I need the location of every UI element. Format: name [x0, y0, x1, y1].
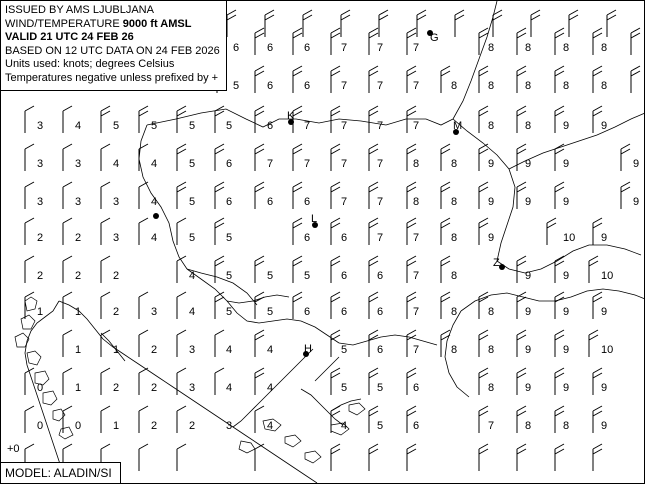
temperature-value: 5: [226, 120, 233, 132]
temperature-value: 7: [377, 120, 384, 132]
temperature-value: 9: [601, 232, 608, 244]
temperature-value: 6: [413, 420, 420, 432]
temperature-value: 4: [151, 196, 158, 208]
temperature-value: 7: [413, 42, 420, 54]
temperature-value: 4: [267, 344, 274, 356]
temperature-value: 8: [601, 80, 608, 92]
temperature-value: 5: [267, 270, 274, 282]
temperature-value: 0: [37, 382, 44, 394]
station-label: K: [287, 110, 295, 122]
temperature-value: 7: [377, 158, 384, 170]
temperature-value: 8: [488, 382, 495, 394]
temperature-value: 6: [267, 80, 274, 92]
temperature-value: 10: [563, 232, 576, 244]
temperature-value: 7: [341, 120, 348, 132]
temperature-value: 2: [189, 420, 196, 432]
legend-box: [1, 1, 227, 91]
temperature-value: 9: [601, 382, 608, 394]
temperature-value: 2: [37, 270, 44, 282]
temperature-value: 2: [151, 420, 158, 432]
temperature-value: 6: [377, 344, 384, 356]
station-label: M: [453, 120, 463, 132]
temperature-value: 6: [267, 196, 274, 208]
temperature-value: 6: [304, 42, 311, 54]
temperature-value: 9: [601, 420, 608, 432]
temperature-value: 8: [451, 80, 458, 92]
temperature-value: 4: [151, 158, 158, 170]
temperature-value: 4: [189, 306, 196, 318]
corner-value-bottom-left: +0: [7, 443, 20, 455]
station-label: H: [304, 343, 312, 355]
legend-valid: VALID 21 UTC 24 FEB 26: [5, 31, 134, 44]
temperature-value: 1: [75, 306, 82, 318]
temperature-value: 5: [233, 80, 240, 92]
temperature-value: 6: [341, 232, 348, 244]
temperature-value: 9: [525, 196, 532, 208]
temperature-value: 5: [341, 344, 348, 356]
temperature-value: 5: [189, 158, 196, 170]
temperature-value: 5: [226, 306, 233, 318]
temperature-value: 9: [563, 306, 570, 318]
temperature-value: 2: [75, 270, 82, 282]
temperature-value: 4: [151, 232, 158, 244]
temperature-value: 9: [633, 196, 640, 208]
temperature-value: 10: [601, 270, 614, 282]
temperature-value: 9: [525, 382, 532, 394]
temperature-value: 8: [413, 158, 420, 170]
temperature-value: 9: [563, 382, 570, 394]
temperature-value: 5: [226, 270, 233, 282]
temperature-value: 5: [189, 196, 196, 208]
station-label: G: [430, 32, 439, 44]
temperature-value: 5: [377, 382, 384, 394]
temperature-value: 8: [451, 270, 458, 282]
temperature-value: 6: [233, 42, 240, 54]
temperature-value: 9: [525, 270, 532, 282]
temperature-value: 9: [601, 120, 608, 132]
temperature-value: 6: [341, 270, 348, 282]
temperature-value: 8: [488, 306, 495, 318]
temperature-value: 5: [226, 232, 233, 244]
temperature-value: 3: [189, 344, 196, 356]
temperature-value: 4: [341, 420, 348, 432]
temperature-value: 7: [341, 158, 348, 170]
temperature-value: 7: [377, 42, 384, 54]
station-label: L: [311, 213, 318, 225]
temperature-value: 5: [267, 306, 274, 318]
temperature-value: 8: [488, 42, 495, 54]
temperature-value: 2: [151, 344, 158, 356]
temperature-value: 8: [525, 80, 532, 92]
temperature-value: 7: [304, 158, 311, 170]
temperature-value: 8: [451, 344, 458, 356]
temperature-value: 9: [633, 158, 640, 170]
legend-level: 9000 ft AMSL: [122, 17, 192, 30]
temperature-value: 5: [189, 120, 196, 132]
legend-parameter: [5, 18, 220, 32]
temperature-value: 5: [113, 120, 120, 132]
temperature-value: 9: [525, 306, 532, 318]
temperature-value: 10: [601, 344, 614, 356]
temperature-value: 6: [304, 196, 311, 208]
temperature-value: 3: [37, 158, 44, 170]
temperature-value: 1: [113, 344, 120, 356]
temperature-value: 2: [113, 382, 120, 394]
temperature-value: 6: [341, 306, 348, 318]
temperature-value: 9: [488, 196, 495, 208]
temperature-value: 8: [451, 158, 458, 170]
temperature-value: 0: [37, 420, 44, 432]
temperature-value: 2: [113, 306, 120, 318]
temperature-value: 2: [151, 382, 158, 394]
temperature-value: 9: [563, 120, 570, 132]
temperature-value: 5: [304, 270, 311, 282]
temperature-value: 9: [563, 158, 570, 170]
temperature-value: 9: [601, 306, 608, 318]
temperature-value: 3: [113, 196, 120, 208]
model-box: [1, 462, 121, 483]
temperature-value: 8: [563, 420, 570, 432]
temperature-value: 7: [377, 232, 384, 244]
temperature-value: 8: [488, 344, 495, 356]
temperature-value: 9: [488, 158, 495, 170]
temperature-value: 9: [525, 344, 532, 356]
temperature-value: 5: [151, 120, 158, 132]
temperature-value: 7: [267, 158, 274, 170]
temperature-value: 1: [113, 420, 120, 432]
temperature-value: 3: [113, 232, 120, 244]
temperature-value: 6: [413, 382, 420, 394]
temperature-value: 7: [413, 120, 420, 132]
temperature-value: 2: [113, 270, 120, 282]
temperature-value: 4: [75, 120, 82, 132]
temperature-value: 8: [563, 80, 570, 92]
legend-issued-by: ISSUED BY AMS LJUBLJANA: [5, 4, 154, 16]
temperature-value: 2: [75, 232, 82, 244]
temperature-value: 8: [413, 196, 420, 208]
temperature-value: 7: [341, 42, 348, 54]
temperature-value: 3: [75, 158, 82, 170]
temperature-value: 6: [377, 306, 384, 318]
temperature-value: 7: [413, 80, 420, 92]
temperature-value: 4: [267, 420, 274, 432]
temperature-value: 8: [451, 306, 458, 318]
temperature-value: 9: [563, 196, 570, 208]
temperature-value: 7: [413, 232, 420, 244]
temperature-value: 9: [563, 270, 570, 282]
temperature-value: 8: [488, 80, 495, 92]
temperature-value: 3: [189, 382, 196, 394]
temperature-value: 6: [226, 196, 233, 208]
temperature-value: 1: [75, 382, 82, 394]
temperature-value: 4: [226, 344, 233, 356]
temperature-value: 1: [75, 344, 82, 356]
legend-temp-note: Temperatures negative unless prefixed by +: [5, 71, 219, 84]
temperature-value: 6: [304, 232, 311, 244]
temperature-value: 8: [451, 232, 458, 244]
temperature-value: 4: [226, 382, 233, 394]
temperature-value: 0: [75, 420, 82, 432]
temperature-value: 3: [75, 196, 82, 208]
temperature-value: 3: [226, 420, 233, 432]
temperature-value: 7: [413, 306, 420, 318]
temperature-value: 3: [151, 306, 158, 318]
temperature-value: 6: [226, 158, 233, 170]
temperature-value: 3: [37, 196, 44, 208]
temperature-value: 7: [377, 196, 384, 208]
temperature-value: 7: [377, 80, 384, 92]
temperature-value: 6: [377, 270, 384, 282]
temperature-value: 7: [488, 420, 495, 432]
temperature-value: 9: [563, 344, 570, 356]
temperature-value: 4: [267, 382, 274, 394]
temperature-value: 7: [341, 196, 348, 208]
temperature-value: 9: [525, 158, 532, 170]
temperature-value: 8: [563, 42, 570, 54]
temperature-value: 4: [113, 158, 120, 170]
temperature-value: 6: [304, 80, 311, 92]
legend-parameter-text: WIND/TEMPERATURE: [5, 17, 123, 30]
temperature-value: 2: [37, 232, 44, 244]
temperature-value: 7: [341, 80, 348, 92]
legend-basedon: BASED ON 12 UTC DATA ON 24 FEB 2026: [5, 44, 220, 57]
temperature-value: 6: [267, 42, 274, 54]
temperature-value: 5: [189, 232, 196, 244]
temperature-value: 7: [413, 270, 420, 282]
temperature-value: 6: [267, 120, 274, 132]
temperature-value: 7: [304, 120, 311, 132]
temperature-value: 8: [525, 420, 532, 432]
temperature-value: 8: [525, 42, 532, 54]
temperature-value: 8: [525, 120, 532, 132]
temperature-value: 5: [377, 420, 384, 432]
temperature-value: 4: [189, 270, 196, 282]
temperature-value: 7: [413, 344, 420, 356]
legend-units: Units used: knots; degrees Celsius: [5, 58, 175, 71]
temperature-value: 6: [304, 306, 311, 318]
temperature-value: 1: [37, 306, 44, 318]
temperature-value: 9: [488, 232, 495, 244]
model-label: MODEL: ALADIN/SI: [5, 466, 112, 480]
temperature-value: 5: [341, 382, 348, 394]
temperature-value: 8: [488, 120, 495, 132]
temperature-value: 3: [37, 120, 44, 132]
temperature-value: 8: [601, 42, 608, 54]
temperature-value: 8: [451, 196, 458, 208]
station-label: Z: [493, 257, 500, 269]
